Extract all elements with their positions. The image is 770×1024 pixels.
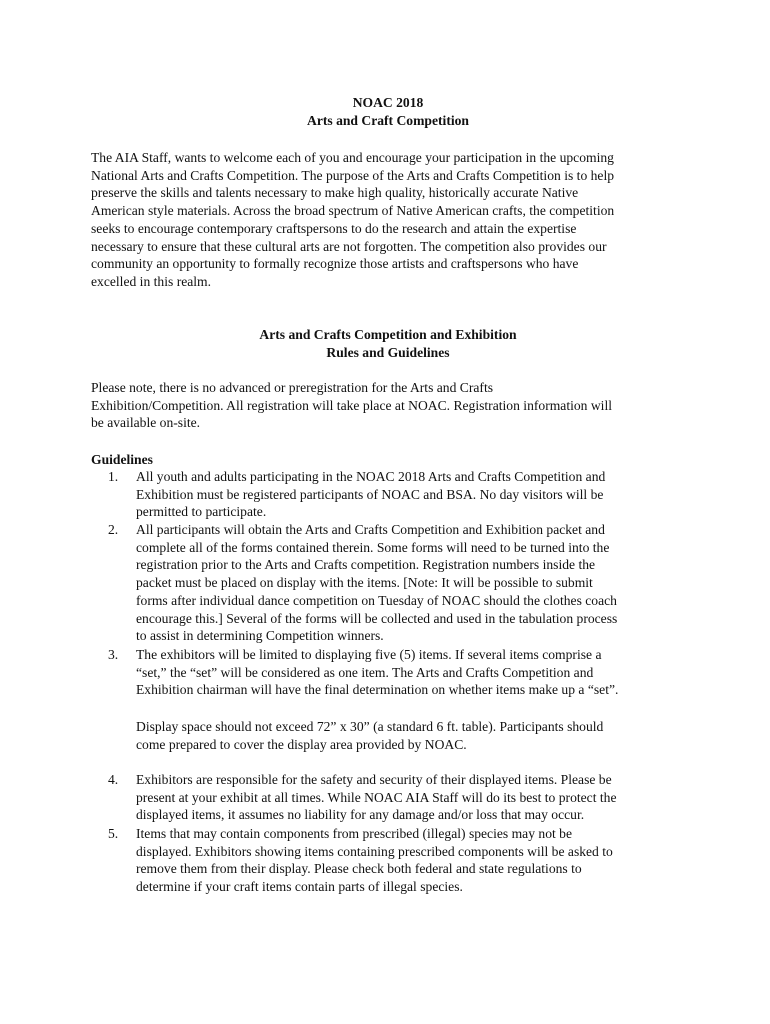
intro-line: The AIA Staff, wants to welcome each of you and encourage your participation in the upcoming — [91, 150, 614, 165]
note-paragraph — [91, 379, 685, 432]
item-number: 2. — [108, 522, 119, 537]
intro-line: seeks to encourage contemporary craftspersons to do the research and attain the expertise — [91, 220, 577, 236]
note-line: Exhibition/Competition. All registration will take place at NOAC. Registration information will — [91, 397, 613, 413]
section-title: Arts and Crafts Competition and Exhibition — [259, 327, 517, 342]
item-line: packet must be placed on display with the items. [Note: It will be possible to submit — [136, 575, 593, 591]
note-line: Please note, there is no advanced or preregistration for the Arts and Crafts — [91, 380, 494, 395]
document-title — [91, 94, 685, 129]
item-line: forms after individual dance competition on Tuesday of NOAC should the clothes coach — [136, 592, 617, 608]
item-line: complete all of the forms contained therein. Some forms will need to be turned into the — [136, 539, 610, 555]
item-line: Display space should not exceed 72” x 30” (a standard 6 ft. table). Participants should — [136, 719, 604, 734]
item-line: determine if your craft items contain parts of illegal species. — [136, 879, 463, 895]
item-line: All participants will obtain the Arts and Crafts Competition and Exhibition packet and — [136, 522, 605, 537]
item-line: permitted to participate. — [136, 504, 267, 520]
item-line: come prepared to cover the display area provided by NOAC. — [136, 736, 467, 752]
note-line: be available on-site. — [91, 415, 201, 431]
intro-line: excelled in this realm. — [91, 273, 212, 289]
item-line: displayed items, it assumes no liability for any damage and/or loss that may occur. — [136, 807, 585, 823]
intro-line: preserve the skills and talents necessary to make high quality, historically accurate Native — [91, 185, 579, 201]
section-subtitle: Rules and Guidelines — [326, 344, 450, 360]
intro-line: community an opportunity to formally recognize those artists and craftspersons who have — [91, 256, 579, 272]
subtitle-line: Arts and Craft Competition — [307, 112, 469, 128]
item-line: present at your exhibit at all times. While NOAC AIA Staff will do its best to protect the — [136, 789, 617, 805]
intro-line: National Arts and Crafts Competition. The purpose of the Arts and Crafts Competition is to help — [91, 167, 615, 183]
title-line: NOAC 2018 — [352, 95, 424, 110]
item-line: Exhibition chairman will have the final determination on whether items make up a “set”. — [136, 682, 619, 698]
item-line: Exhibition must be registered participants of NOAC and BSA. No day visitors will be — [136, 486, 604, 502]
item-number: 3. — [108, 647, 119, 662]
intro-paragraph — [91, 149, 685, 291]
display-space-paragraph — [136, 718, 686, 753]
item-line: displayed. Exhibitors showing items containing prescribed components will be asked to — [136, 843, 613, 859]
section-heading — [91, 326, 685, 361]
guidelines-heading: Guidelines — [91, 452, 153, 467]
item-line: encourage this.] Several of the forms will be collected and used in the tabulation process — [136, 610, 618, 626]
item-number: 4. — [108, 772, 119, 787]
item-line: registration prior to the Arts and Crafts competition. Registration numbers inside the — [136, 557, 596, 573]
intro-line: American style materials. Across the broad spectrum of Native American crafts, the competition — [91, 203, 615, 219]
item-number: 5. — [108, 826, 119, 841]
item-line: Items that may contain components from prescribed (illegal) species may not be — [136, 826, 572, 841]
item-line: remove them from their display. Please check both federal and state regulations to — [136, 861, 582, 877]
intro-line: necessary to ensure that these cultural arts are not forgotten. The competition also provides our — [91, 238, 607, 254]
item-line: Exhibitors are responsible for the safety and security of their displayed items. Please be — [136, 772, 612, 787]
item-line: The exhibitors will be limited to displaying five (5) items. If several items comprise a — [136, 647, 602, 662]
item-number: 1. — [108, 469, 119, 484]
item-line: All youth and adults participating in the NOAC 2018 Arts and Crafts Competition and — [136, 469, 606, 484]
item-line: “set,” the “set” will be considered as one item. The Arts and Crafts Competition and — [136, 664, 594, 680]
item-line: to assist in determining Competition winners. — [136, 628, 384, 644]
